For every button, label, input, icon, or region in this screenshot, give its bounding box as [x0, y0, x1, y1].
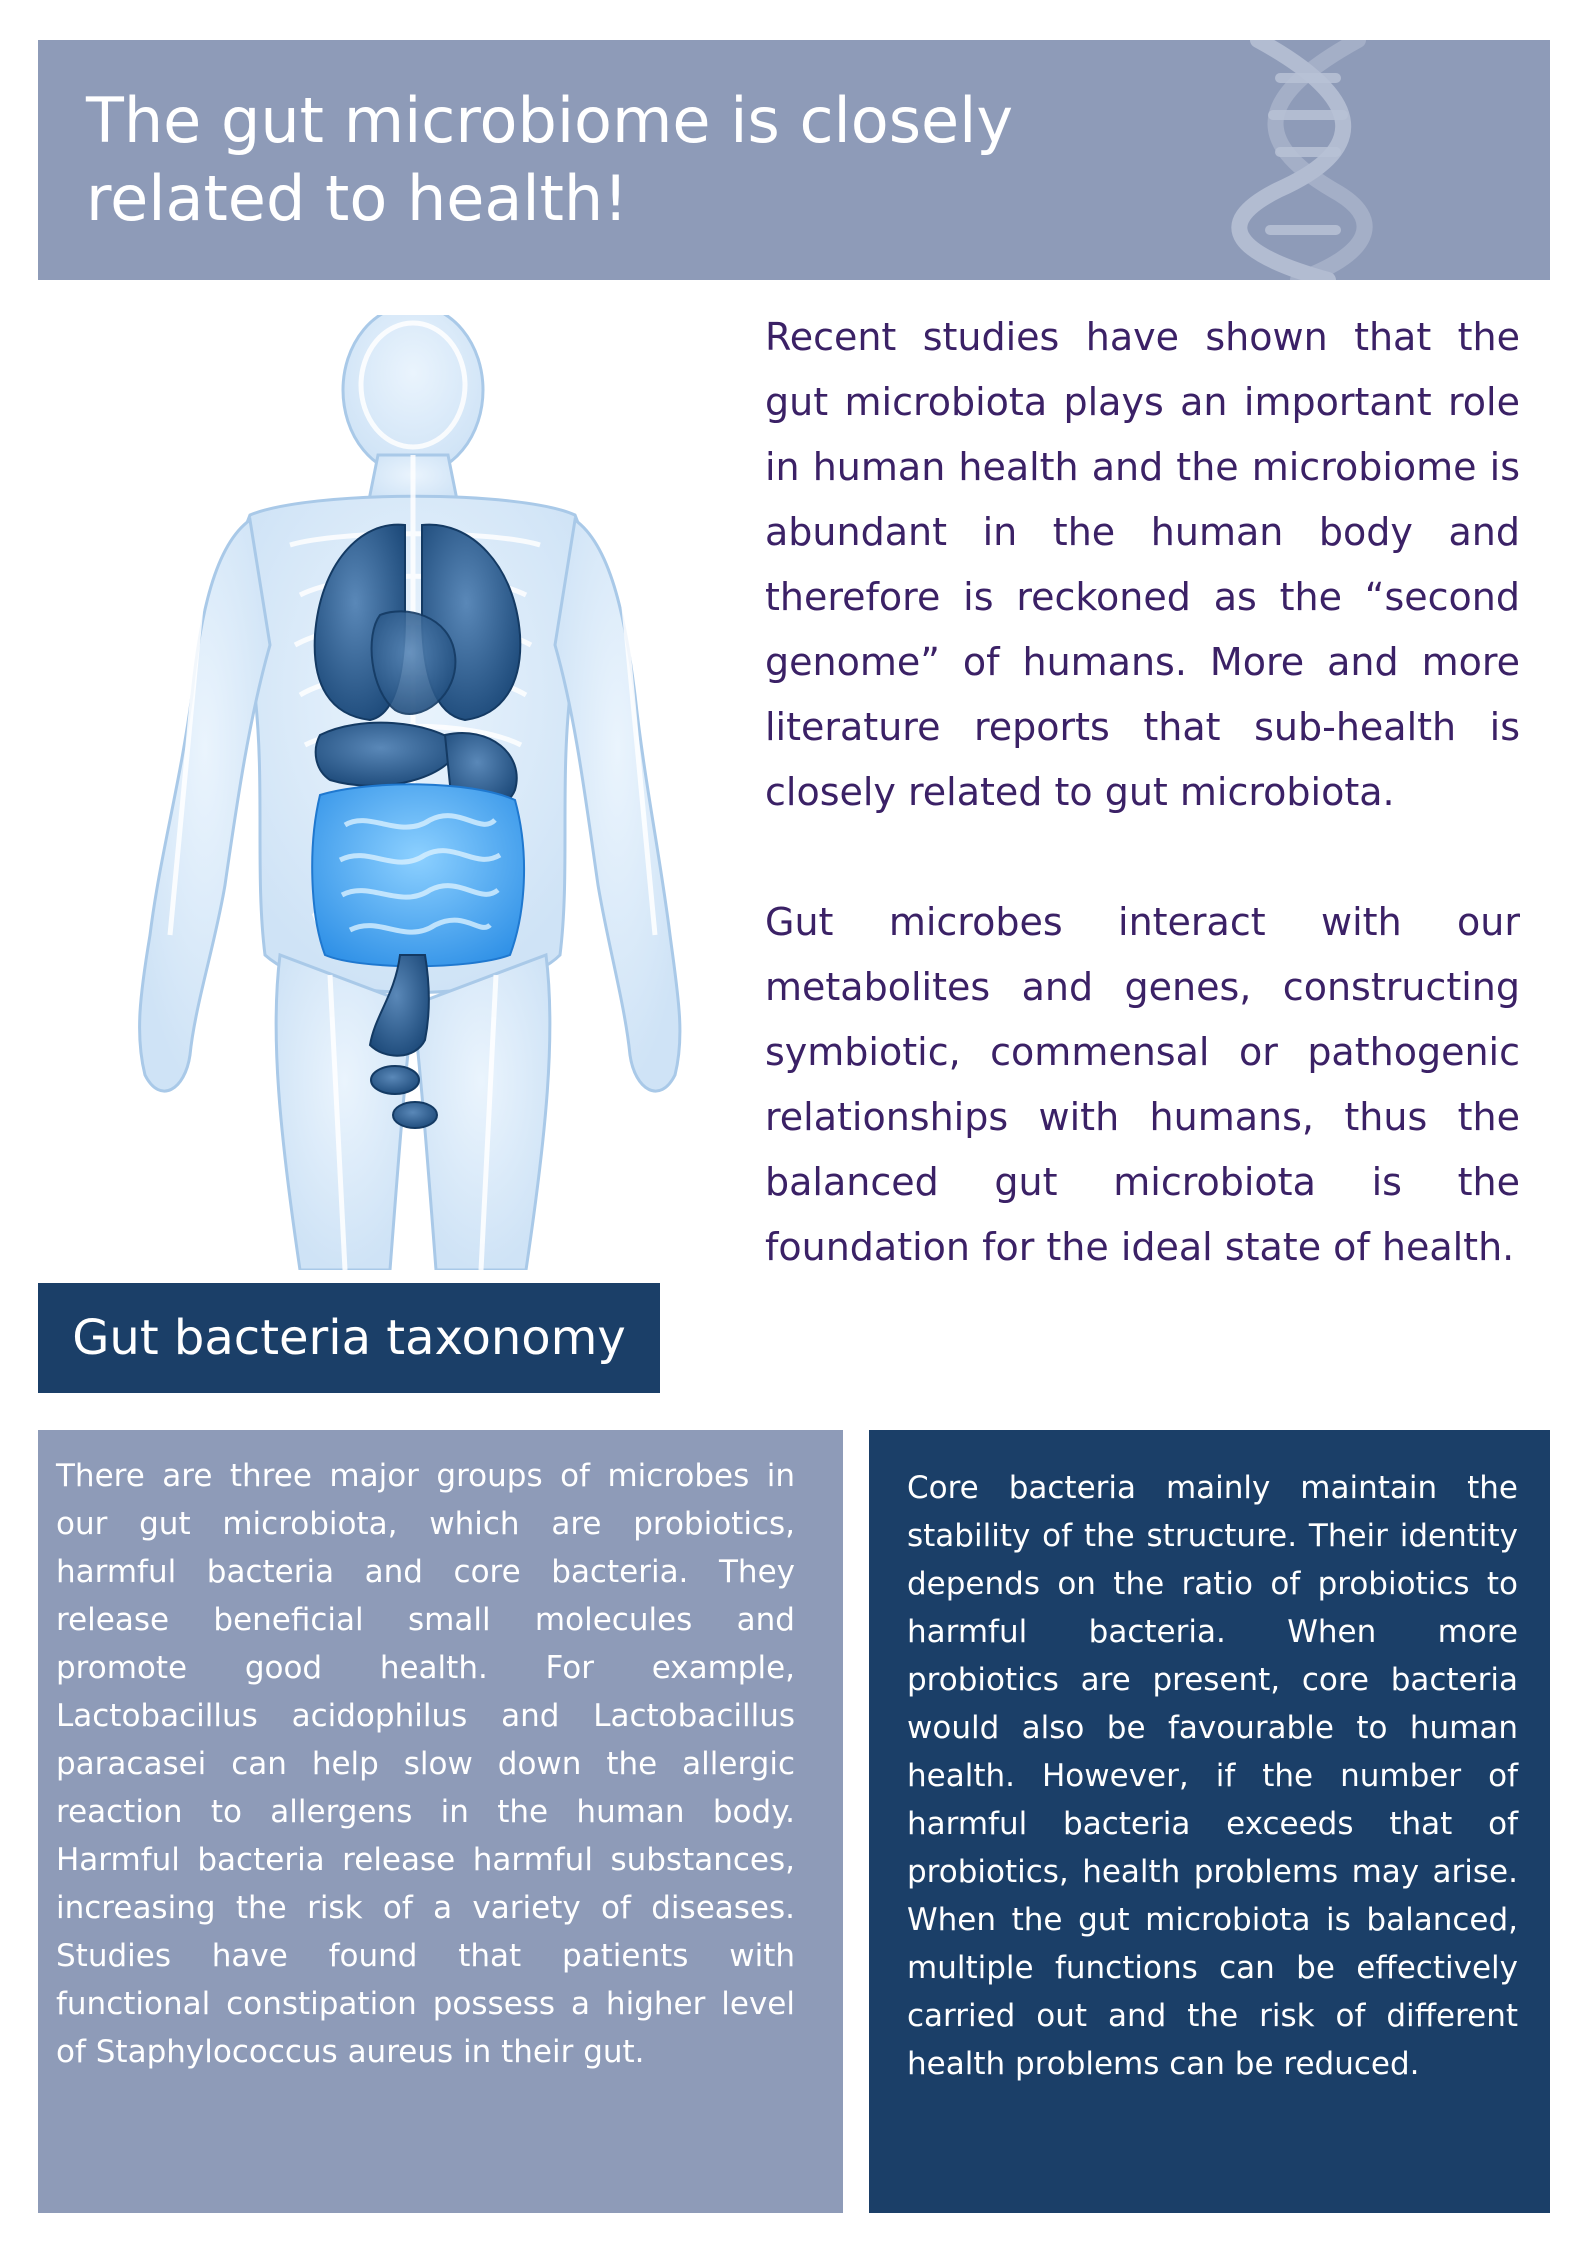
intro-text	[765, 305, 1520, 1280]
intro-paragraph: Gut microbes interact with our metabolites and genes, constructing symbiotic, commensal or pathogenic relationships with humans, thus the balanced gut microbiota is the foundation for the ideal state of health.	[765, 900, 1520, 1269]
section-label: Gut bacteria taxonomy	[38, 1283, 660, 1393]
core-bacteria-paragraph: Core bacteria mainly maintain the stability of the structure. Their identity depends on the ratio of probiotics to harmful bacteria. When more probiotics are present, core bacteria would also be favourable to human health. However, if the number of harmful bacteria exceeds that of probiotics, health problems may arise. When the gut microbiota is balanced, multiple functions can be effectively carried out and the risk of different health problems can be reduced.	[907, 1470, 1518, 2082]
header-banner	[38, 40, 1550, 280]
intro-paragraph: Recent studies have shown that the gut microbiota plays an important role in human health and the microbiome is abundant in the human body and therefore is reckoned as the “second genome” of humans. More and more literature reports that sub-health is closely related to gut microbiota.	[765, 315, 1520, 814]
human-body-illustration	[130, 315, 690, 1270]
taxonomy-box-right	[869, 1430, 1550, 2213]
taxonomy-box-left	[38, 1430, 843, 2213]
dna-helix-icon	[1218, 40, 1398, 280]
taxonomy-paragraph: There are three major groups of microbes in our gut microbiota, which are probiotics, harmful bacteria and core bacteria. They release beneficial small molecules and promote good health. For example, Lactobacillus acidophilus and Lactobacillus paracasei can help slow down the allergic reaction to allergens in the human body. Harmful bacteria release harmful substances, increasing the risk of a variety of diseases. Studies have found that patients with functional constipation possess a higher level of Staphylococcus aureus in their gut.	[56, 1458, 795, 2070]
page-title: The gut microbiome is closely related to health!	[86, 84, 1014, 235]
